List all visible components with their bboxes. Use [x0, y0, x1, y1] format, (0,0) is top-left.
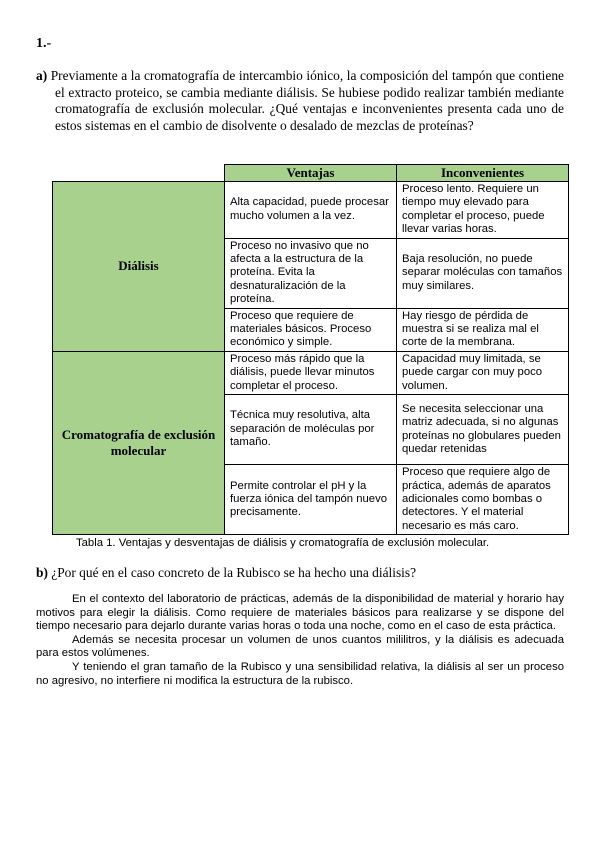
question-b-text: ¿Por qué en el caso concreto de la Rubisco se ha hecho una diálisis?: [51, 565, 417, 580]
table-caption: Tabla 1. Ventajas y desventajas de diálisis y cromatografía de exclusión molecular.: [76, 537, 490, 549]
answer-paragraph: Además se necesita procesar un volumen de unos cuantos mililitros, y la diálisis es adecuada para estos volúmenes.: [36, 633, 564, 660]
question-a-text: Previamente a la cromatografía de intercambio iónico, la composición del tampón que contiene el extracto proteico, se cambia mediante diálisis. Se hubiese podido realizar también mediante cromatografía de exclusión molecular. ¿Qué ventajas e inconvenientes presenta cada uno de estos sistemas en el cambio de disolvente o desalado de mezclas de proteínas?: [50, 68, 564, 133]
ventaja-cell: Proceso no invasivo que no afecta a la estructura de la proteína. Evita la desnaturalización de la proteína.: [225, 238, 397, 308]
table-corner: [53, 165, 225, 182]
inconveniente-cell: Hay riesgo de pérdida de muestra si se realiza mal el corte de la membrana.: [397, 308, 569, 351]
inconveniente-cell: Proceso que requiere algo de práctica, además de aparatos adicionales como bombas o detectores. Y el material necesario es más caro.: [397, 465, 569, 535]
ventaja-cell: Alta capacidad, puede procesar mucho volumen a la vez.: [225, 182, 397, 239]
group-label-dialisis: Diálisis: [53, 182, 225, 352]
inconveniente-cell: Se necesita seleccionar una matriz adecuada, si no algunas proteínas no globulares pueden quedar retenidas: [397, 395, 569, 465]
question-b: [36, 565, 416, 581]
ventaja-cell: Permite controlar el pH y la fuerza iónica del tampón nuevo precisamente.: [225, 465, 397, 535]
answer-paragraph: Y teniendo el gran tamaño de la Rubisco y una sensibilidad relativa, la diálisis al ser un proceso no agresivo, no interfiere ni modifica la estructura de la rubisco.: [36, 660, 564, 687]
inconveniente-cell: Capacidad muy limitada, se puede cargar con muy poco volumen.: [397, 351, 569, 394]
ventaja-cell: Proceso más rápido que la diálisis, puede llevar minutos completar el proceso.: [225, 351, 397, 394]
question-a-label: a): [36, 68, 48, 83]
header-ventajas: Ventajas: [225, 165, 397, 182]
inconveniente-cell: Proceso lento. Requiere un tiempo muy elevado para completar el proceso, puede llevar varias horas.: [397, 182, 569, 239]
inconveniente-cell: Baja resolución, no puede separar moléculas con tamaños muy similares.: [397, 238, 569, 308]
answer-b: [36, 593, 564, 688]
section-heading: 1.-: [36, 36, 52, 51]
answer-paragraph: En el contexto del laboratorio de prácticas, además de la disponibilidad de material y horario hay motivos para elegir la diálisis. Como requiere de materiales básicos para realizarse y se dispone del tiempo necesario para dejarlo durante varias horas o toda una noche, como en el caso de esta práctica.: [36, 593, 564, 633]
comparison-table: [52, 164, 569, 535]
group-label-cromatografia: Cromatografía de exclusión molecular: [53, 351, 225, 534]
question-b-label: b): [36, 565, 48, 580]
ventaja-cell: Proceso que requiere de materiales básicos. Proceso económico y simple.: [225, 308, 397, 351]
ventaja-cell: Técnica muy resolutiva, alta separación de moléculas por tamaño.: [225, 395, 397, 465]
question-a: [36, 68, 564, 134]
header-inconvenientes: Inconvenientes: [397, 165, 569, 182]
